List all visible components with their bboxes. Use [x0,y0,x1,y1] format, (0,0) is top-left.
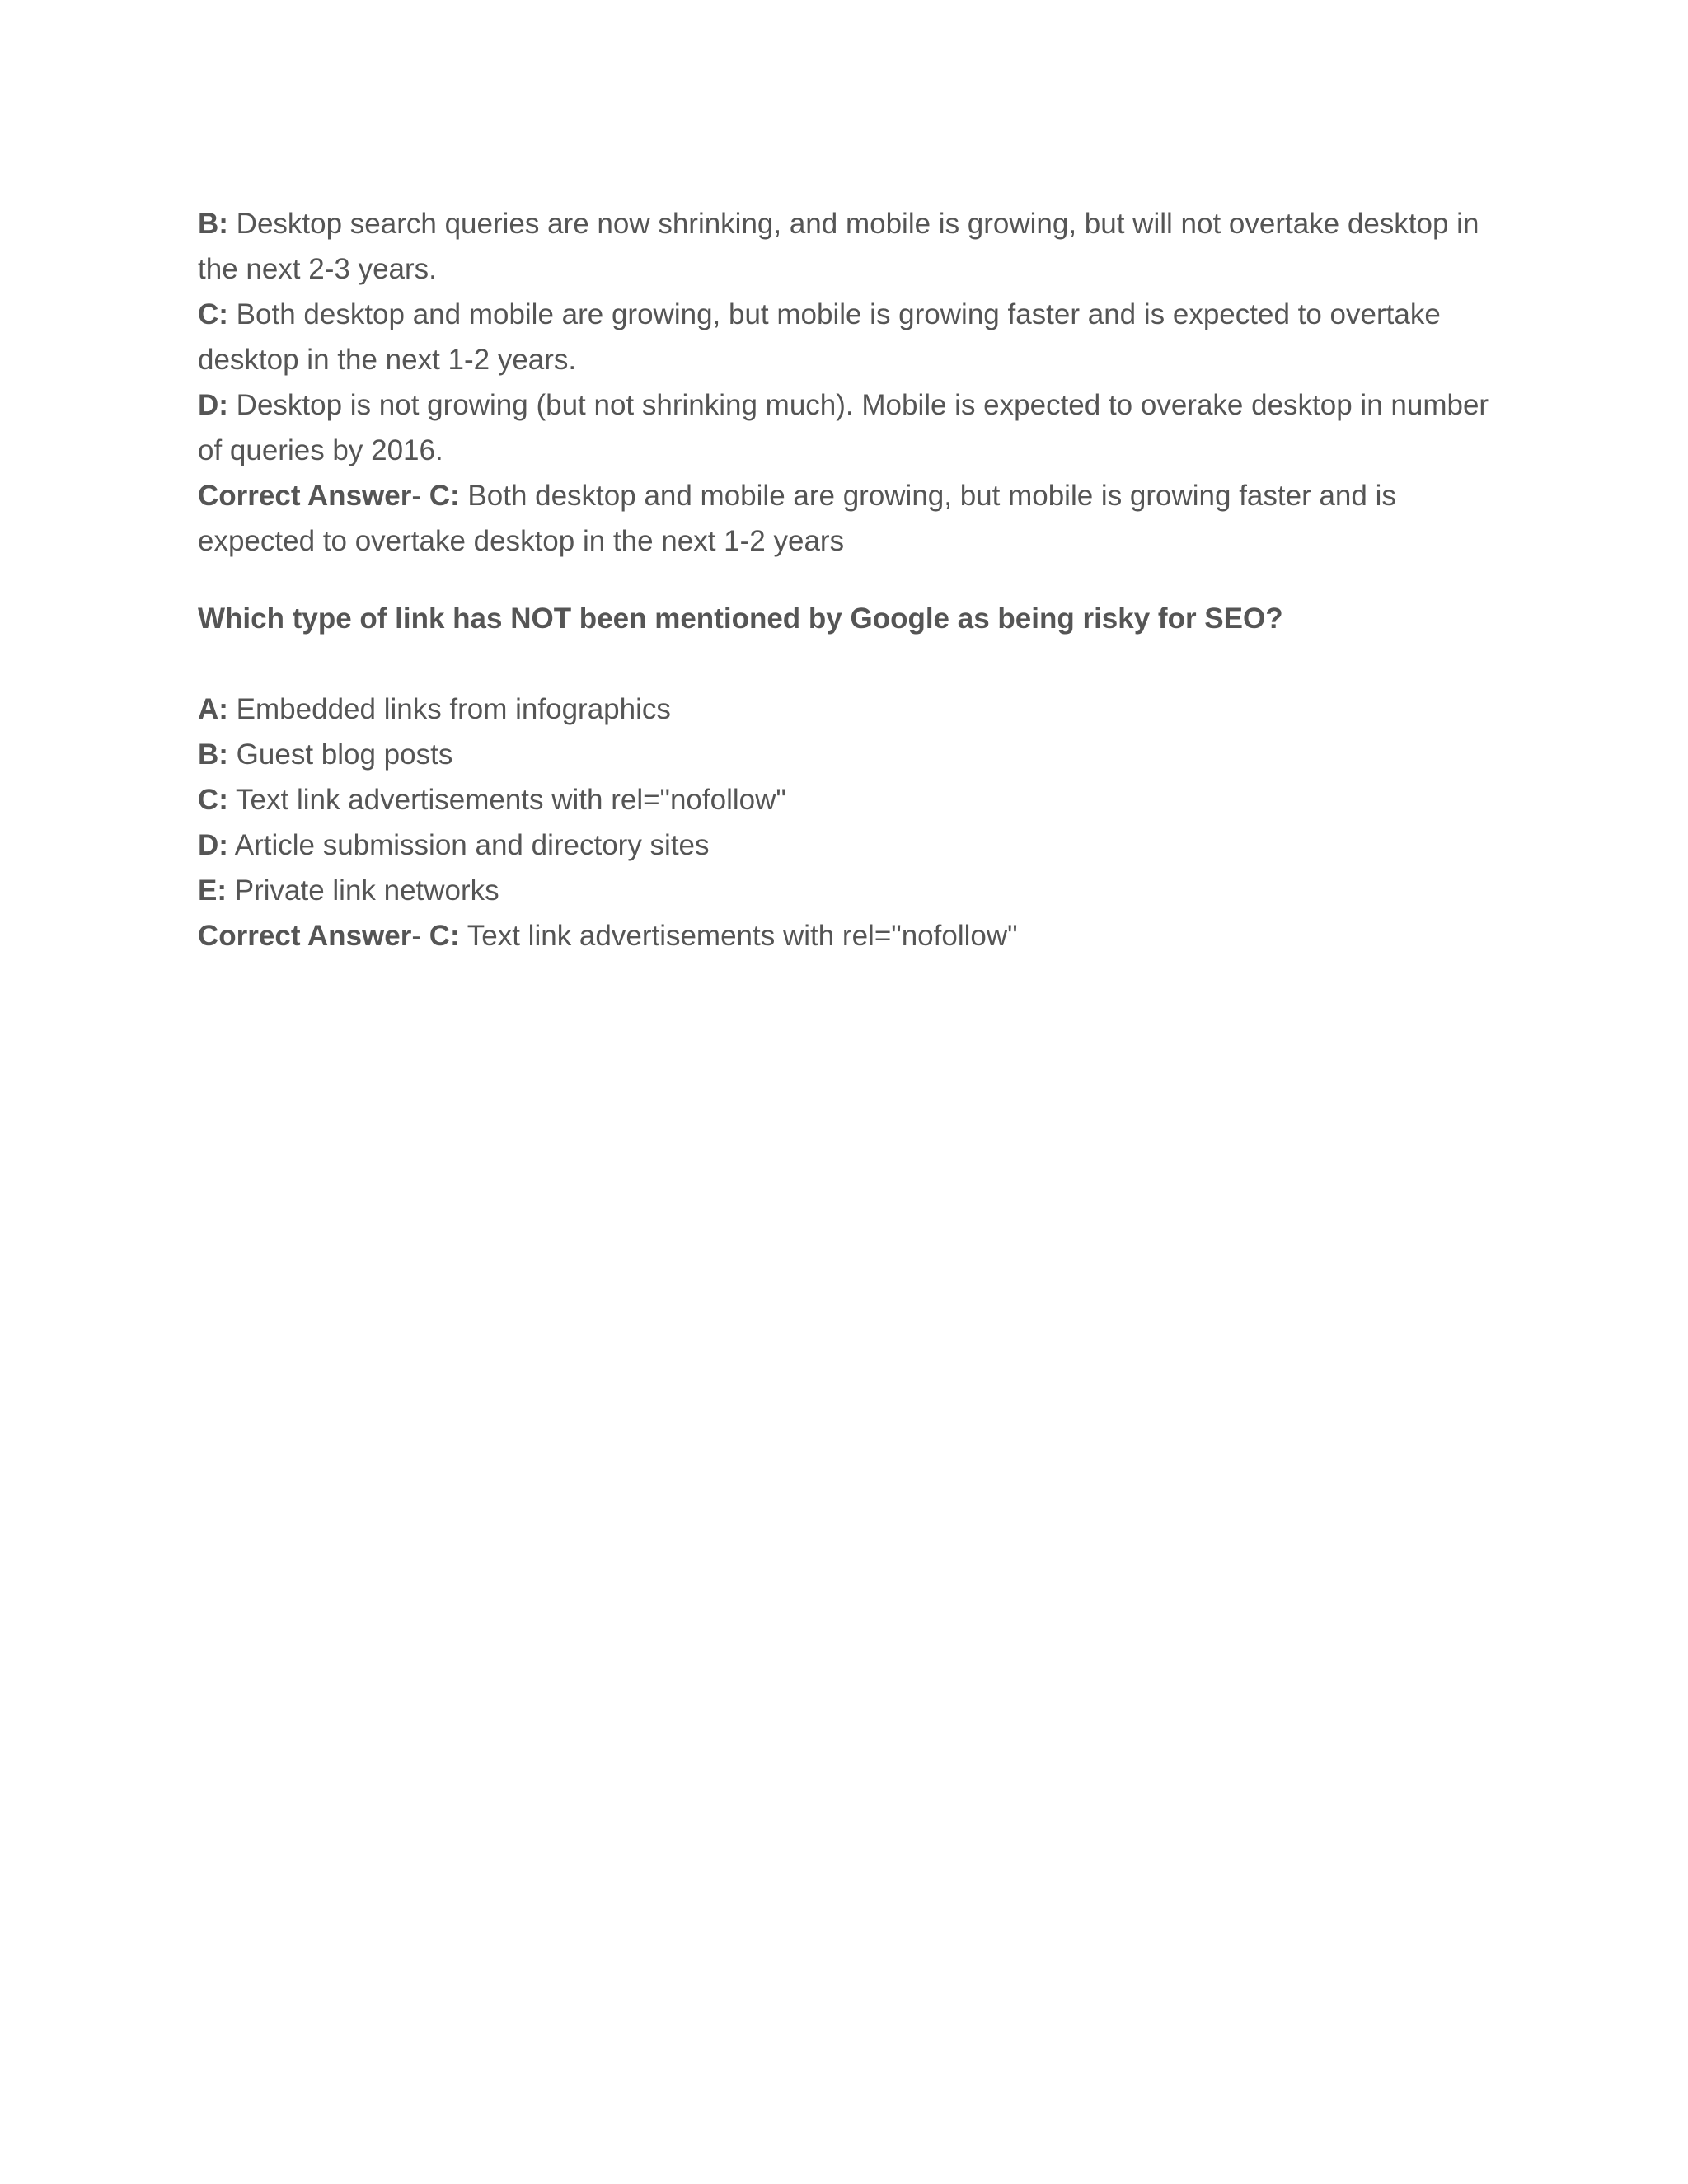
option-letter: A: [198,693,228,725]
correct-answer-dash: - [411,480,429,512]
option-text: Guest blog posts [236,738,453,771]
question-heading: Which type of link has NOT been mentioned by Google as being risky for SEO? [198,602,1283,635]
option-text: Desktop search queries are now shrinking, and mobile is growing, but will not overtake desktop in the next 2-3 years. [198,208,1479,285]
document-page [198,201,1500,958]
option-text: Both desktop and mobile are growing, but mobile is growing faster and is expected to overtake desktop in the next 1-2 years. [198,298,1441,376]
option-a [198,687,1500,732]
option-letter: E: [198,874,227,907]
correct-answer [198,913,1500,958]
option-text: Desktop is not growing (but not shrinking much). Mobile is expected to overake desktop in number of queries by 2016. [198,389,1489,466]
option-letter: C: [198,784,228,816]
option-b [198,201,1500,292]
option-letter: D: [198,389,228,421]
correct-answer-text: Text link advertisements with rel="nofollow" [467,920,1018,952]
correct-answer-letter: C: [429,920,460,952]
correct-answer-text: Both desktop and mobile are growing, but mobile is growing faster and is expected to overtake desktop in the next 1-2 years [198,480,1396,557]
option-text: Text link advertisements with rel="nofollow" [236,784,786,816]
option-e [198,868,1500,913]
correct-answer-letter: C: [429,480,460,512]
option-d [198,823,1500,868]
option-b [198,732,1500,777]
option-text: Article submission and directory sites [234,829,710,861]
correct-answer [198,473,1500,564]
option-letter: B: [198,208,228,240]
correct-answer-label: Correct Answer [198,480,412,512]
option-d [198,382,1500,473]
option-letter: D: [198,829,228,861]
option-letter: B: [198,738,228,771]
option-text: Embedded links from infographics [236,693,671,725]
option-letter: C: [198,298,228,330]
correct-answer-label: Correct Answer [198,920,412,952]
option-text: Private link networks [234,874,499,907]
correct-answer-dash: - [411,920,429,952]
option-c [198,292,1500,382]
option-c [198,777,1500,823]
